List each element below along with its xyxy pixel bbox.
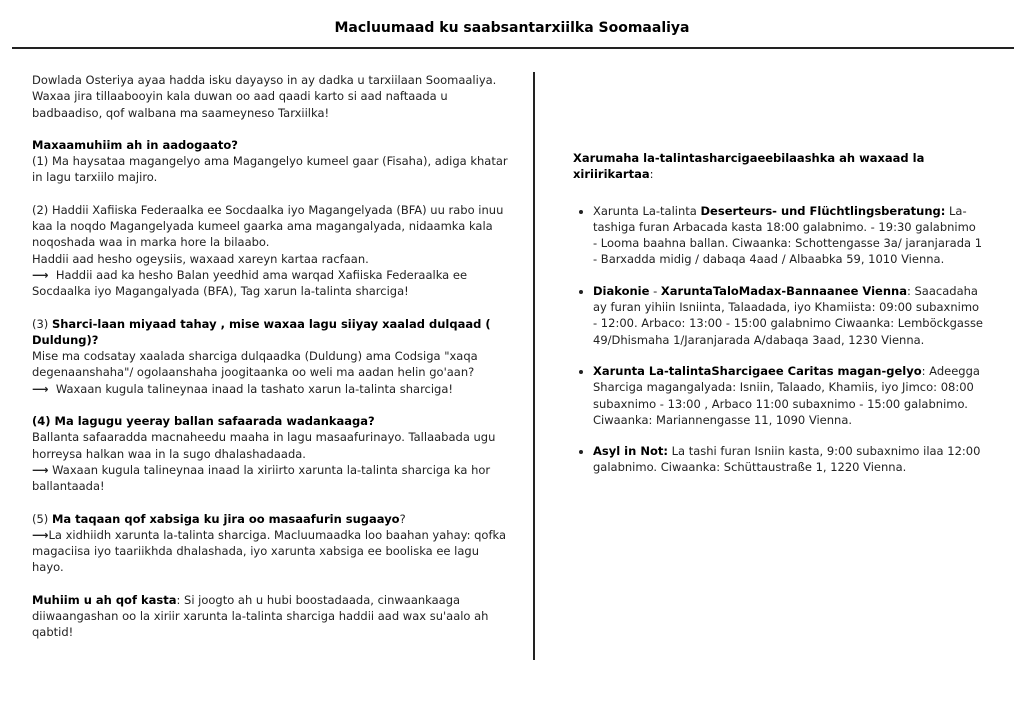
contacts-list [573,203,983,476]
section-3-number: (3) [32,316,52,331]
contacts-heading [573,150,983,183]
section-4 [32,413,510,494]
section-5-heading: Ma taqaan qof xabsiga ku jira oo masaafurin sugaayo [51,511,400,526]
column-divider [533,72,535,660]
contact-name: Deserteurs- und Flüchtlingsberatung: [700,203,946,218]
contact-details: La-tashiga furan Arbacada kasta 18:00 galabnimo. - 19:30 galabnimo - Looma baahna ballan. Ciwaanka: Schottengasse 3a/ jaranjarada 1 - Barxadda midig / dabaqa 4aad / Albaabka 59, 1010 Vienna. [593,203,983,267]
list-item [593,363,983,428]
arrow-icon: ⟶ [32,462,49,477]
left-column [32,72,510,657]
arrow-icon: ⟶ [32,527,49,542]
section-6 [32,592,510,641]
section-4-advice: Waxaan kugula talineynaa inaad la xiriirto xarunta la-talinta sharciga ka hor ballantaada! [32,462,491,494]
contact-details: : Saacadaha ay furan yihiin Isniinta, Talaadada, iyo Khamiista: 09:00 subaxnimo - 12:00. Arbaco: 13:00 - 15:00 galabnimo Ciwaanka: Lemböckgasse 49/Dhismaha 1/Jaranjarada A/dabaqa 3aad, 1230 Vienna. [593,283,984,347]
list-item [593,203,983,268]
right-column [573,150,983,491]
section-4-text: Ballanta safaaradda macnaheedu maaha in lagu masaafurinayo. Tallaabada ugu horreysa halkan waa in la sugo dhalashadaada. [32,430,496,461]
section-3-text: Mise ma codsatay xaalada sharciga dulqaadka (Duldung) ama Codsiga "xaqa degenaanshaha"/ ogolaanshaha joogitaanka oo weli ma aadan helin go'aan? [32,349,478,380]
page-title: Macluumaad ku saabsantarxiilka Soomaaliya [334,20,690,36]
list-item [593,283,983,348]
section-2-text: (2) Haddii Xafiiska Federaalka ee Socdaalka iyo Magangelyada (BFA) uu rabo inuu kaa la noqdo Magangelyada kumeel gaarka ama magangalyada, nidaamka kala noqoshada waa in marka hore la bilaabo. [32,202,504,250]
section-1-text: (1) Ma haysataa magangelyo ama Magangelyo kumeel gaar (Fisaha), adiga khatar in lagu tarxiilo majiro. [32,154,508,185]
section-3 [32,316,510,397]
header-divider [12,47,1014,49]
section-heading: Maxaamuhiim ah in aadogaato? [32,137,238,152]
contact-separator: - [649,283,661,298]
section-1 [32,137,510,186]
contact-details: La tashi furan Isniin kasta, 9:00 subaxnimo ilaa 12:00 galabnimo. Ciwaanka: Schüttaustraße 1, 1220 Vienna. [593,444,981,475]
section-2-note: Haddii aad hesho ogeysiis, waxaad xareyn kartaa racfaan. [32,251,369,266]
list-item [593,443,983,476]
intro-paragraph: Dowlada Osteriya ayaa hadda isku dayayso in ay dadka u tarxiilaan Soomaaliya. Waxaa jira tillaabooyin kala duwan oo aad qaadi karto si aad naftaada u badbaadiso, qof walbana ma saameyneso Tarxiilka! [32,73,497,120]
section-3-advice: Waxaan kugula talineynaa inaad la tashato xarun la-talinta sharciga! [55,381,454,396]
section-4-heading: (4) Ma lagugu yeeray ballan safaarada wadankaaga? [32,414,375,429]
section-5-advice: La xidhiidh xarunta la-talinta sharciga. Macluumaadka loo baahan yahay: qofka magaciisa iyo taariikhda dhalashada, iyo xarunta xabsiga ee booliska ee lagu hayo. [32,527,507,575]
section-2 [32,202,510,300]
contacts-heading-text: Xarumaha la-talintasharcigaeebilaashka ah waxaad la xiriirikartaa [573,151,925,182]
section-5-number: (5) [32,511,52,526]
contact-name: Xarunta La-talintaSharcigaee Caritas magan-gelyo [593,363,922,378]
section-6-heading: Muhiim u ah qof kasta [32,592,177,607]
section-3-heading: Sharci-laan miyaad tahay , mise waxaa lagu siiyay xaalad dulqaad ( Duldung)? [32,316,491,347]
contact-name-2: XaruntaTaloMadax-Bannaanee Vienna [660,283,907,298]
contact-details: : Adeegga Sharciga magangalyada: Isniin, Talaado, Khamiis, iyo Jimco: 08:00 subaxnimo - 13:00 , Arbaco 11:00 subaxnimo - 15:00 galabnimo. Ciwaanka: Mariannengasse 11, 1090 Vienna. [593,363,980,427]
section-5 [32,511,510,576]
section-5-question-mark: ? [399,511,406,526]
contact-name: Diakonie [593,283,650,298]
contact-prefix: Xarunta La-talinta [593,203,701,218]
arrow-icon: ⟶ [32,381,49,396]
contacts-heading-colon: : [649,167,654,182]
section-6-text: : Si joogto ah u hubi boostadaada, cinwaankaaga diiwaangashan oo la xiriir xarunta la-talinta sharciga haddii aad wax su'aalo ah qabtid! [32,592,489,640]
contact-name: Asyl in Not: [593,444,668,459]
arrow-icon: ⟶ [32,267,49,282]
section-2-advice: Haddii aad ka hesho Balan yeedhid ama warqad Xafiiska Federaalka ee Socdaalka iyo Magangalyada (BFA), Tag xarun la-talinta sharciga! [32,267,468,299]
